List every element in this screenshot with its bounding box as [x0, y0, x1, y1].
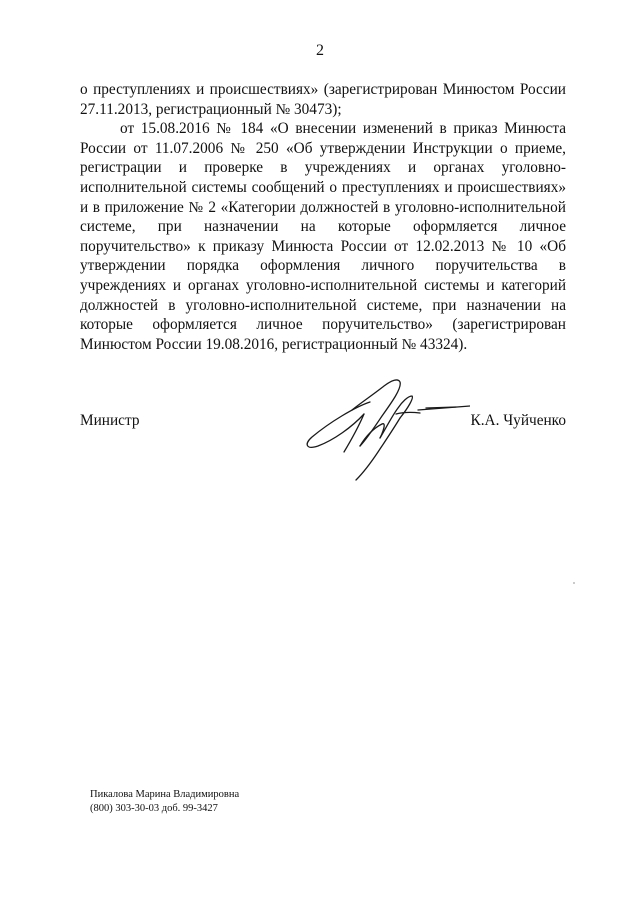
executor-phone: (800) 303-30-03 доб. 99-3427: [90, 803, 218, 814]
signatory-name: К.А. Чуйченко: [470, 412, 566, 429]
handwritten-signature: [300, 372, 470, 487]
executor-block: [90, 788, 239, 816]
signatory-position: Министр: [80, 412, 140, 429]
paragraph-continuation: о преступлениях и происшествиях» (зарегистрирован Минюстом России 27.11.2013, регистрационный № 30473);: [80, 81, 566, 118]
paragraph-amendment-list-item: от 15.08.2016 № 184 «О внесении изменений в приказ Минюста России от 11.07.2006 № 250 «Об утверждении Инструкции о приеме, регистрации и проверке в учреждениях и органах уголовно-исполнительной системы сообщений о преступлениях и происшествиях» и в приложение № 2 «Категории должностей в уголовно-исполнительной системе, при назначении на которые оформляется личное поручительство» к приказу Минюста России от 12.02.2013 № 10 «Об утверждении порядка оформления личного поручительства в учреждениях и органах уголовно-исполнительной системы и категорий должностей в уголовно-исполнительной системе, при назначении на которые оформляется личное поручительство» (зарегистрирован Минюстом России 19.08.2016, регистрационный № 43324).: [80, 120, 566, 353]
scan-speck: [573, 582, 575, 584]
page-number: 2: [316, 42, 324, 59]
executor-name: Пикалова Марина Владимировна: [90, 789, 240, 800]
document-body: [80, 80, 566, 354]
